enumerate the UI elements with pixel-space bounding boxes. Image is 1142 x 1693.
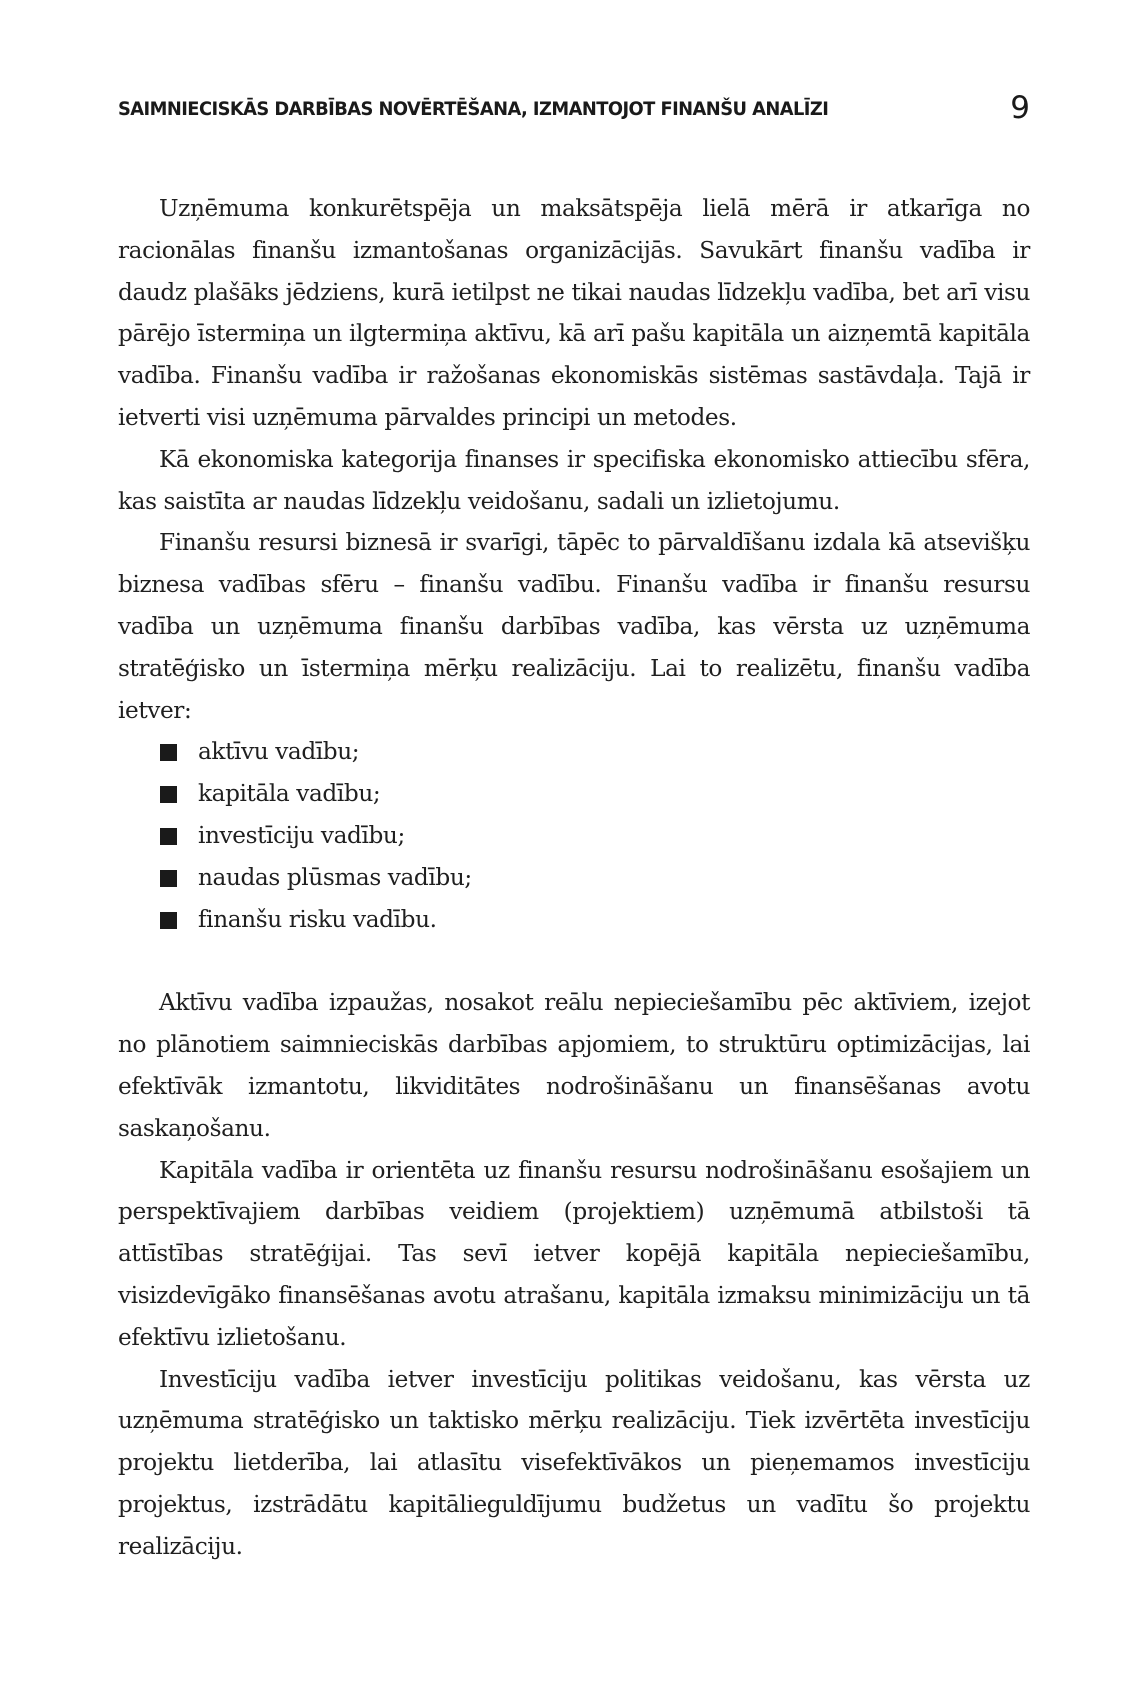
body-text	[118, 188, 1030, 1568]
bullet-item	[118, 815, 1030, 857]
square-bullet-icon	[160, 912, 177, 929]
square-bullet-icon	[160, 744, 177, 761]
paragraph: Investīciju vadība ietver investīciju politikas veidošanu, kas vērsta uz uzņēmuma stratēģisko un taktisko mērķu realizāciju. Tiek izvērtēta investīciju projektu lietderība, lai atlasītu visefektīvākos un pieņemamos investīciju projektus, izstrādātu kapitālieguldījumu budžetus un vadītu šo projektu realizāciju.	[118, 1365, 1030, 1560]
paragraph: Kā ekonomiska kategorija finanses ir specifiska ekonomisko attiecību sfēra, kas saistīta ar naudas līdzekļu veidošanu, sadali un izlietojumu.	[118, 445, 1030, 515]
page-number: 9	[1010, 90, 1030, 126]
paragraph: Finanšu resursi biznesā ir svarīgi, tāpēc to pārvaldīšanu izdala kā atsevišķu biznesa vadības sfēru – finanšu vadību. Finanšu vadība ir finanšu resursu vadība un uzņēmuma finanšu darbības vadība, kas vērsta uz uzņēmuma stratēģisko un īstermiņa mērķu realizāciju. Lai to realizētu, finanšu vadība ietver:	[118, 529, 1030, 724]
section-spacer	[118, 940, 1030, 982]
paragraph: Aktīvu vadība izpaužas, nosakot reālu nepieciešamību pēc aktīviem, izejot no plānotiem saimnieciskās darbības apjomiem, to struktūru optimizācijas, lai efektīvāk izmantotu, likviditātes nodrošināšanu un finansēšanas avotu saskaņošanu.	[118, 989, 1030, 1142]
bullet-text: naudas plūsmas vadību;	[198, 863, 472, 891]
running-header	[118, 88, 1030, 138]
bullet-text: investīciju vadību;	[198, 821, 405, 849]
bullet-text: aktīvu vadību;	[198, 738, 360, 766]
running-title: SAIMNIECISKĀS DARBĪBAS NOVĒRTĒŠANA, IZMANTOJOT FINANŠU ANALĪZI	[118, 98, 829, 120]
bullet-text: kapitāla vadību;	[198, 780, 381, 808]
bullet-item	[118, 773, 1030, 815]
bullet-text: finanšu risku vadību.	[198, 905, 437, 933]
bullet-list	[118, 731, 1030, 940]
bullet-item	[118, 857, 1030, 899]
paragraph: Uzņēmuma konkurētspēja un maksātspēja lielā mērā ir atkarīga no racionālas finanšu izmantošanas organizācijās. Savukārt finanšu vadība ir daudz plašāks jēdziens, kurā ietilpst ne tikai naudas līdzekļu vadība, bet arī visu pārējo īstermiņa un ilgtermiņa aktīvu, kā arī pašu kapitāla un aizņemtā kapitāla vadība. Finanšu vadība ir ražošanas ekonomiskās sistēmas sastāvdaļa. Tajā ir ietverti visi uzņēmuma pārvaldes principi un metodes.	[118, 195, 1030, 431]
square-bullet-icon	[160, 870, 177, 887]
square-bullet-icon	[160, 828, 177, 845]
square-bullet-icon	[160, 786, 177, 803]
bullet-item	[118, 731, 1030, 773]
bullet-item	[118, 899, 1030, 941]
paragraph: Kapitāla vadība ir orientēta uz finanšu resursu nodrošināšanu esošajiem un perspektīvajiem darbības veidiem (projektiem) uzņēmumā atbilstoši tā attīstības stratēģijai. Tas sevī ietver kopējā kapitāla nepieciešamību, visizdevīgāko finansēšanas avotu atrašanu, kapitāla izmaksu minimizāciju un tā efektīvu izlietošanu.	[118, 1156, 1030, 1351]
